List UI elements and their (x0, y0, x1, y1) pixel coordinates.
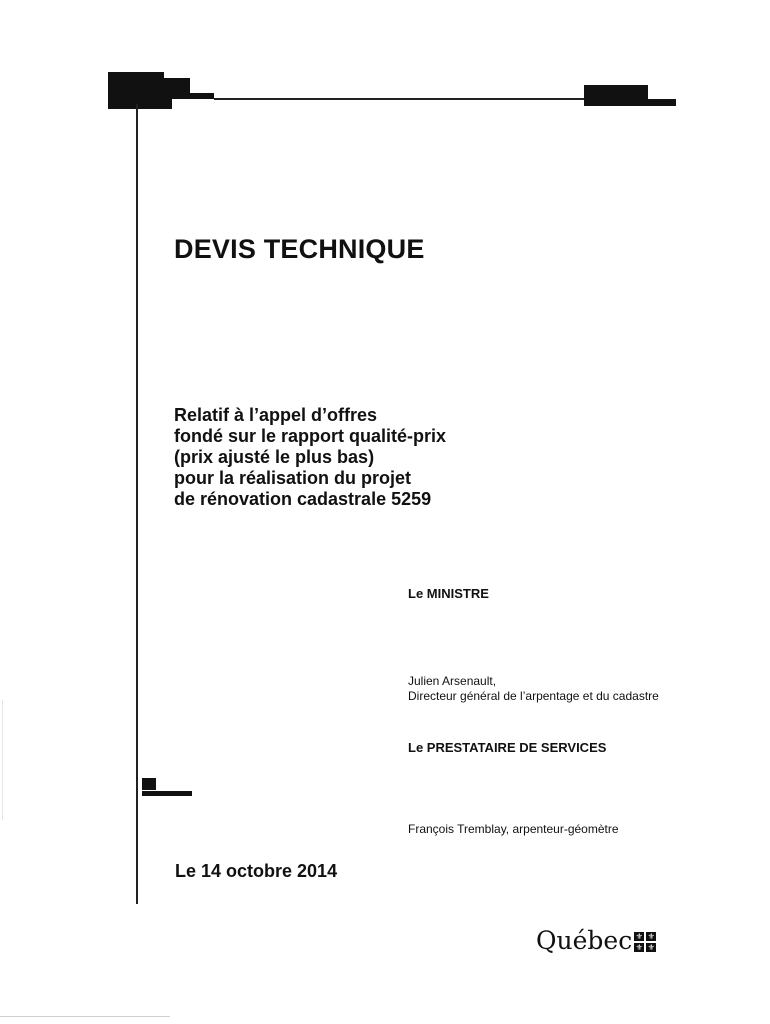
margin-rule (136, 104, 138, 904)
subtitle-line: (prix ajusté le plus bas) (174, 447, 375, 467)
minister-label: Le MINISTRE (408, 586, 489, 601)
header-bar-right-1 (584, 85, 648, 99)
fleur-de-lis-flag-icon: ⚜ ⚜ ⚜ ⚜ (635, 931, 655, 952)
minister-role: Directeur général de l’arpentage et du cadastre (408, 689, 659, 703)
minister-name: Julien Arsenault, (408, 674, 497, 688)
provider-label: Le PRESTATAIRE DE SERVICES (408, 740, 607, 755)
document-title: DEVIS TECHNIQUE (174, 234, 425, 264)
document-subtitle (174, 405, 446, 510)
subtitle-line: Relatif à l’appel d’offres (174, 405, 378, 425)
header-bar-left-3 (108, 99, 172, 109)
subtitle-line: fondé sur le rapport qualité-prix (174, 426, 447, 446)
subtitle-line: pour la réalisation du projet (174, 468, 412, 488)
margin-mark-1 (142, 778, 156, 790)
scan-artifact-left (2, 700, 3, 820)
provider-name: François Tremblay, arpenteur-géomètre (408, 822, 619, 836)
header-bar-left-1 (108, 78, 190, 93)
header-bar-right-2 (584, 99, 676, 106)
quebec-wordmark: Québec (536, 926, 633, 955)
margin-mark-2 (142, 791, 192, 796)
minister-signature-block (408, 674, 659, 704)
scan-artifact-bottom (0, 1016, 170, 1017)
subtitle-line: de rénovation cadastrale 5259 (174, 489, 432, 509)
quebec-logo (536, 926, 656, 955)
document-date: Le 14 octobre 2014 (175, 861, 338, 881)
header-rule (214, 98, 584, 100)
